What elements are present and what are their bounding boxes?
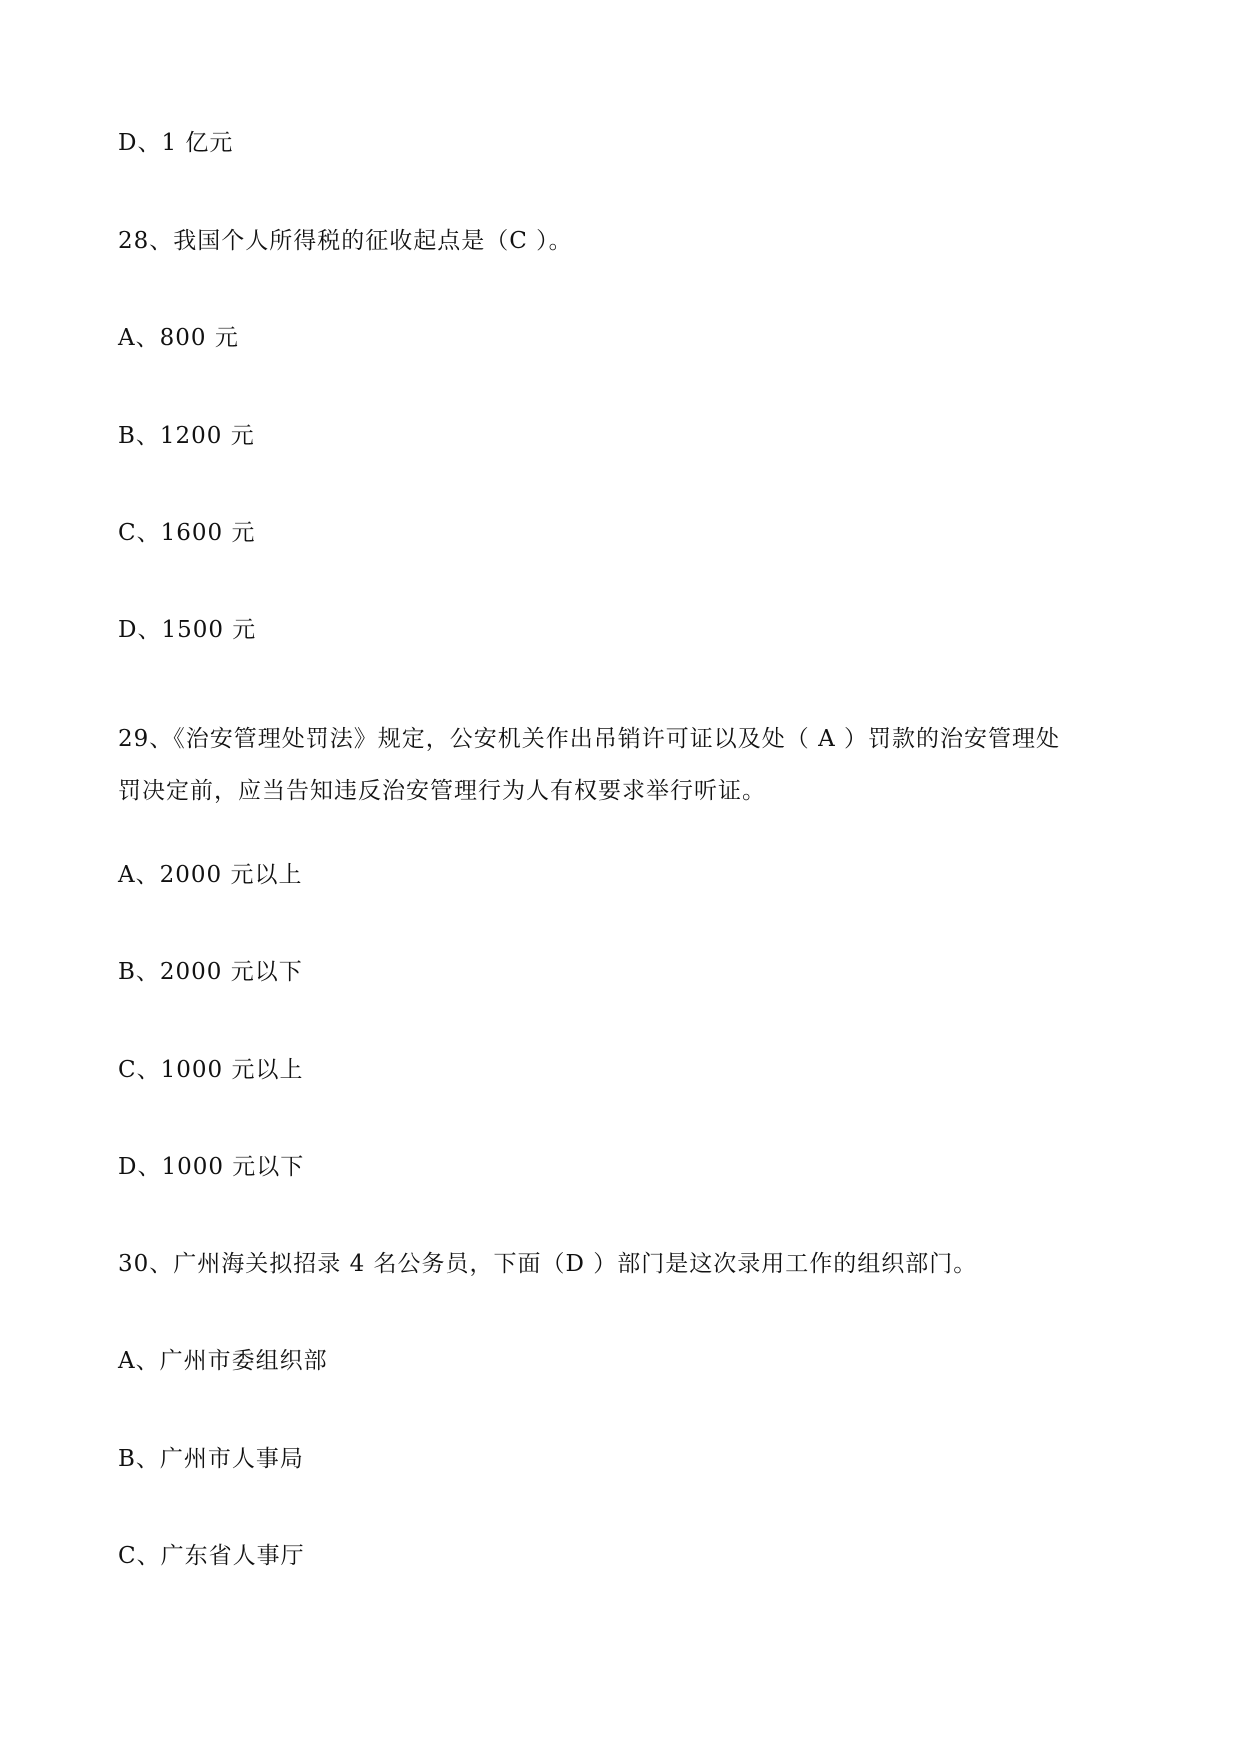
question-28: 28、我国个人所得税的征收起点是（C ）。 [118,228,573,254]
option-29-c: C、1000 元以上 [118,1057,304,1083]
option-29-d: D、1000 元以下 [118,1154,305,1180]
option-28-b: B、1200 元 [118,423,255,449]
question-30: 30、广州海关拟招录 4 名公务员，下面（D ）部门是这次录用工作的组织部门。 [118,1251,978,1277]
question-29-line-1: 29、《治安管理处罚法》规定，公安机关作出吊销许可证以及处（ A ）罚款的治安管理处 [118,726,1060,752]
option-30-c: C、广东省人事厅 [118,1543,305,1569]
option-30-b: B、广州市人事局 [118,1446,304,1472]
option-28-a: A、800 元 [118,325,239,351]
option-28-d: D、1500 元 [118,617,257,643]
question-29 [118,713,1128,817]
option-30-a: A、广州市委组织部 [118,1348,328,1374]
option-27-d: D、1 亿元 [118,130,234,156]
option-29-a: A、2000 元以上 [118,862,303,888]
option-29-b: B、2000 元以下 [118,959,303,985]
option-28-c: C、1600 元 [118,520,256,546]
question-29-line-2: 罚决定前，应当告知违反治安管理行为人有权要求举行听证。 [118,778,766,804]
